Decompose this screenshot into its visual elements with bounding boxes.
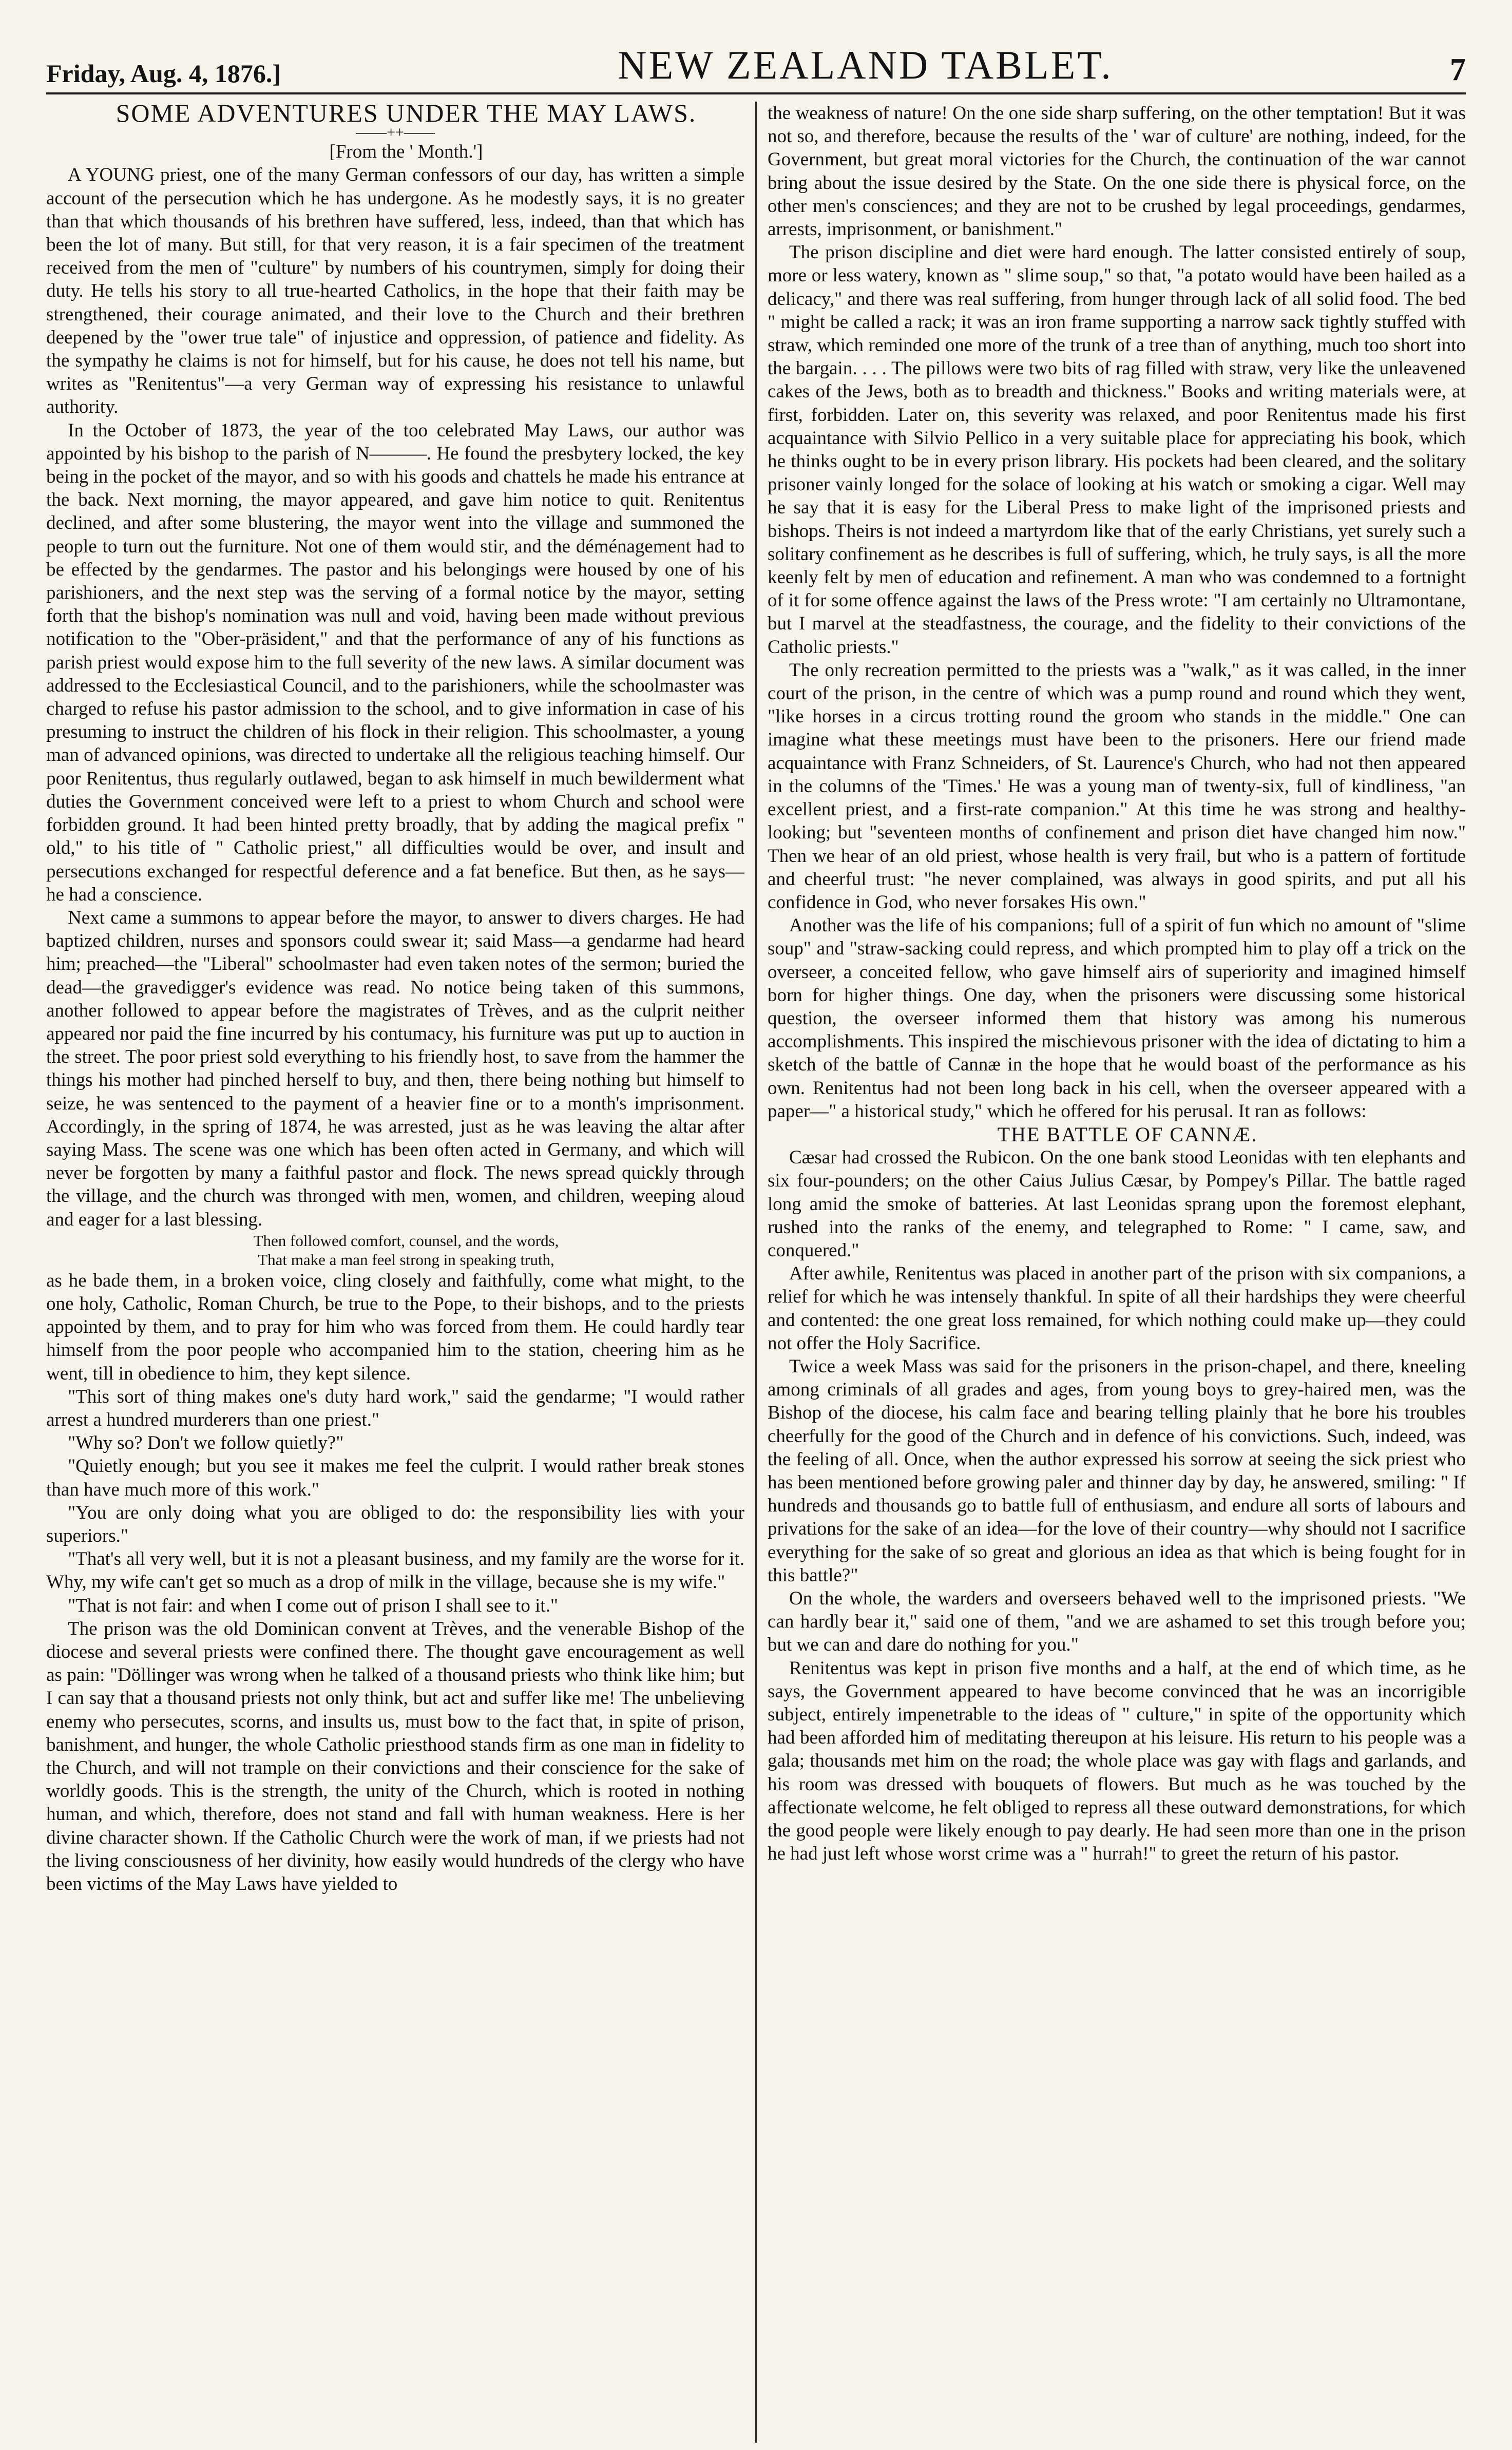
right-column [768,102,1466,2443]
article-title: SOME ADVENTURES UNDER THE MAY LAWS. [116,102,697,127]
battle-of-cannae-heading: THE BATTLE OF CANNÆ. [997,1122,1258,1146]
verse-line: That make a man feel strong in speaking truth, [258,1250,554,1269]
article-paragraph: On the whole, the warders and overseers behaved well to the imprisoned priests. "We can hardly bear it," said one of them, "and we are ashamed to set this trough before you; but we can and dare do nothing for you." [768,1588,1466,1656]
article-paragraph: The only recreation permitted to the priests was a "walk," as it was called, in the inner court of the prison, in the centre of which was a pump round and round which they went, "like horses in a circus trotting round the groom who stands in the middle." One can imagine what these meetings must have been to the prisoners. Here our friend made acquaintance with Franz Schneiders, of St. Laurence's Church, who had not then appeared in the columns of the 'Times.' He was a young man of twenty-six, full of kindliness, "an excellent priest, and a first-rate companion." At this time he was strong and healthy-looking; but "seventeen months of confinement and prison diet have changed him now." Then we hear of an old priest, whose health is very frail, but who is a pattern of fortitude and cheerful trust: "he never complained, was always in good spirits, and put all his confidence in God, who never forsakes His own." [768,659,1466,913]
article-paragraph: "Why so? Don't we follow quietly?" [68,1432,344,1454]
page-header [46,37,1466,94]
verse-quote [46,1231,744,1269]
newspaper-title: NEW ZEALAND TABLET. [618,43,1113,87]
article-paragraph: The prison was the old Dominican convent at Trèves, and the venerable Bishop of the diocese and several priests were confined there. The thought gave encouragement as well as pain: "Döllinger was wrong when he talked of a thousand priests who think like him; but I can say that a thousand priests not only think, but act and suffer like me! The unbelieving enemy who persecutes, scorns, and insults us, must bow to the fact that, in spite of prison, banishment, and hunger, the whole Catholic priesthood stands firm as one man in fidelity to the Church, and will not trample on their convictions and their conscience for the sake of worldly goods. This is the strength, the unity of the Church, which is rooted in nothing human, and which, therefore, does not stand and fall with human weakness. Here is her divine character shown. If the Catholic Church were the work of man, if we priests had not the living consciousness of her divinity, how easily would hundreds of the clergy who have been victims of the May Laws have yielded to [46,1618,744,1895]
right-paragraphs [768,102,1466,1123]
left-paragraphs [46,163,744,1231]
article-paragraph: Renitentus was kept in prison five months and a half, at the end of which time, as he says, the Government appeared to have become convinced that he was an incorrigible subject, entirely impenetrable to the ideas of " culture," in spite of the opportunity which had been afforded him of meditating thereupon at his leisure. His return to his people was a gala; thousands met him on the road; the whole place was gay with flags and garlands, and his room was dressed with bouquets of flowers. But much as he was touched by the affectionate welcome, he felt obliged to repress all these outward demonstrations, for which the good people were likely enough to pay dearly. He had seen more than one in the prison he had just left whose worst crime was a " hurrah!" to greet the return of his pastor. [768,1657,1466,1865]
article-paragraph: "You are only doing what you are obliged to do: the responsibility lies with your superiors." [46,1502,744,1546]
article-paragraph: as he bade them, in a broken voice, cling closely and faithfully, come what might, to the one holy, Catholic, Roman Church, be true to the Pope, to their bishops, and to the priests appointed by them, and to pray for him who was forced from them. He could hardly tear himself from the poor people who accompanied him to the station, cheering him as he went, till in obedience to him, they kept silence. [46,1270,744,1384]
article-paragraph: "Quietly enough; but you see it makes me feel the culprit. I would rather break stones than have much more of this work." [46,1456,744,1500]
page-number: 7 [1449,52,1466,87]
article-paragraph: Next came a summons to appear before the mayor, to answer to divers charges. He had baptized children, nurses and sponsors could swear it; said Mass—a gendarme had heard him; preached—the "Liberal" schoolmaster had even taken notes of the sermon; buried the dead—the gravedigger's evidence was read. No notice being taken of this summons, another followed to appear before the magistrates of Trèves, and as the culprit neither appeared nor paid the fine incurred by his contumacy, his furniture was put up to auction in the street. The poor priest sold everything to his friendly host, to save from the hammer the things his mother had pinched herself to buy, and then, there being nothing but himself to seize, he was sentenced to the payment of a heavier fine or to a month's imprisonment. Accordingly, in the spring of 1874, he was arrested, just as he was leaving the altar after saying Mass. The scene was one which has been often acted in Germany, and which will never be forgotten by many a faithful pastor and flock. The news spread quickly through the village, and the church was thronged with men, women, and children, weeping aloud and eager for a last blessing. [46,907,744,1230]
article-columns [46,102,1466,2443]
column-divider [755,102,757,2443]
article-paragraph: "That's all very well, but it is not a pleasant business, and my family are the worse for it. Why, my wife can't get so much as a drop of milk in the village, because she is my wife." [46,1548,744,1593]
right-paragraphs-continued [768,1146,1466,1865]
article-paragraph: Another was the life of his companions; full of a spirit of fun which no amount of "slime soup" and "straw-sacking could repress, and which prompted him to play off a trick on the overseer, a conceited fellow, who gave himself airs of superiority and imagined himself born for higher things. One day, when the prisoners were discussing some historical question, the overseer informed them that history was among his numerous accomplishments. This inspired the mischievous prisoner with the idea of dictating to him a sketch of the battle of Cannæ in the hope that he would boast of the performance as his own. Renitentus had not been long back in his cell, when the overseer appeared with a paper—" a historical study," which he offered for his perusal. It ran as follows: [768,915,1466,1122]
article-paragraph: Twice a week Mass was said for the prisoners in the prison-chapel, and there, kneeling among criminals of all grades and ages, from young boys to grey-haired men, was the Bishop of the diocese, his calm face and bearing telling plainly that he bore his troubles cheerfully for the good of the Church and in defence of his convictions. Such, indeed, was the feeling of all. Once, when the author expressed his sorrow at seeing the sick priest who has been mentioned before growing paler and thinner day by day, he answered, smiling: " If hundreds and thousands go to battle full of enthusiasm, and endure all sorts of labours and privations for the sake of an idea—for the love of their country—why should not I sacrifice everything for the sake of so great and glorious an idea as that which is being fought for in this battle?" [768,1355,1466,1586]
left-paragraphs-continued [46,1269,744,1896]
verse-line: Then followed comfort, counsel, and the words, [253,1231,559,1250]
left-column [46,102,744,2443]
article-source: [From the ' Month.'] [329,141,483,163]
article-paragraph: In the October of 1873, the year of the too celebrated May Laws, our author was appointed by his bishop to the parish of N———. He found the presbytery locked, the key being in the pocket of the mayor, and so with his goods and chattels he made his entrance at the back. Next morning, the mayor appeared, and gave him notice to quit. Renitentus declined, and after some blustering, the mayor went into the village and summoned the people to turn out the furniture. Not one of them would stir, and the déménagement had to be effected by the gendarmes. The pastor and his belongings were housed by one of his parishioners, and the next step was the serving of a formal notice by the mayor, setting forth that the bishop's nomination was null and void, having been made without previous notification to the "Ober-präsident," and that the performance of any of his functions as parish priest would expose him to the full severity of the new laws. A similar document was addressed to the Ecclesiastical Council, and to the parishioners, while the schoolmaster was charged to refuse his pastor admission to the school, and to give information in case of his presuming to instruct the children of his flock in their religion. This schoolmaster, a young man of advanced opinions, was directed to undertake all the religious teaching himself. Our poor Renitentus, thus regularly outlawed, began to ask himself in much bewilderment what duties the Government conceived were left to a priest to whom Church and school were forbidden ground. It had been hinted pretty broadly, that by adding the magical prefix " old," to his title of " Catholic priest," all difficulties would be over, and insult and persecutions exchanged for respectful deference and a fat benefice. But then, as he says—he had a conscience. [46,419,744,905]
issue-date: Friday, Aug. 4, 1876.] [46,59,281,88]
article-paragraph: After awhile, Renitentus was placed in another part of the prison with six companions, a relief for which he was intensely thankful. In spite of all their hardships they were cheerful and contented: the one great loss remained, for which nothing could make up—they could not offer the Holy Sacrifice. [768,1263,1466,1354]
article-paragraph: A YOUNG priest, one of the many German confessors of our day, has written a simple account of the persecution which he has undergone. As he modestly says, it is no greater than that which thousands of his brethren have suffered, less, indeed, than that which has been the lot of many. But still, for that very reason, it is a fair specimen of the treatment received from the men of "culture" by numbers of his countrymen, simply for doing their duty. He tells his story to all true-hearted Catholics, in the hope that their faith may be strengthened, their courage animated, and their love to the Church and their brethren deepened by the "ower true tale" of injustice and oppression, of patience and fidelity. As the sympathy he claims is not for himself, but for his cause, he does not tell his name, but writes as "Renitentus"—a very German way of expressing his resistance to unlawful authority. [46,164,744,418]
title-ornament: ——++—— [356,124,435,141]
article-paragraph: Cæsar had crossed the Rubicon. On the one bank stood Leonidas with ten elephants and six four-pounders; on the other Caius Julius Cæsar, by Pompey's Pillar. The battle raged long amid the smoke of batteries. At last Leonidas sprang upon the foremost elephant, rushed into the ranks of the enemy, and telegraphed to Rome: " I came, saw, and conquered." [768,1147,1466,1261]
article-paragraph: the weakness of nature! On the one side sharp suffering, on the other temptation! But it was not so, and therefore, because the results of the ' war of culture' are nothing, indeed, for the Government, but great moral victories for the Church, the continuation of the war cannot bring about the issue desired by the State. On the one side there is physical force, on the other men's consciences; and they are not to be crushed by legal proceedings, gendarmes, arrests, imprisonment, or banishment." [768,103,1466,240]
article-paragraph: "This sort of thing makes one's duty hard work," said the gendarme; "I would rather arrest a hundred murderers than one priest." [46,1386,744,1430]
article-paragraph: "That is not fair: and when I come out of prison I shall see to it." [68,1595,558,1616]
article-paragraph: The prison discipline and diet were hard enough. The latter consisted entirely of soup, more or less watery, known as " slime soup," so that, "a potato would have been hailed as a delicacy," and there was real suffering, from hunger through lack of all solid food. The bed " might be called a rack; it was an iron frame supporting a narrow sack tightly stuffed with straw, which reminded one more of the trunk of a tree than of anything, much too short into the bargain. . . . The pillows were two bits of rag filled with straw, very like the unleavened cakes of the Jews, both as to breadth and thickness." Books and writing materials were, at first, forbidden. Later on, this severity was relaxed, and poor Renitentus made his first acquaintance with Silvio Pellico in a very suitable place for appreciating his book, which he thinks ought to be in every prison library. His pockets had been cleared, and the solitary prisoner vainly longed for the solace of looking at his watch or smoking a cigar. Well may he say that it is easy for the Liberal Press to make light of the imprisoned priests and bishops. Theirs is not indeed a martyrdom like that of the early Christians, yet surely such a solitary confinement as he describes is full of suffering, which, he truly says, is all the more keenly felt by men of education and refinement. A man who was condemned to a fortnight of it for some offence against the laws of the Press wrote: "I am certainly no Ultramontane, but I marvel at the steadfastness, the courage, and the fidelity to their convictions of the Catholic priests." [768,242,1466,658]
